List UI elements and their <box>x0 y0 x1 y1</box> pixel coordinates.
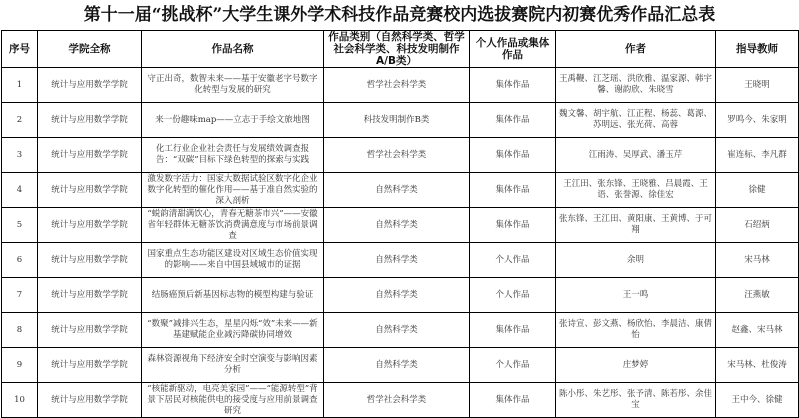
cell-work-name: 激发数字活力：国家大数据试验区数字化企业数字化转型的催化作用——基于准自然实验的深入剖析 <box>142 173 324 208</box>
cell-no: 2 <box>2 103 38 138</box>
cell-no: 5 <box>2 208 38 243</box>
table-row <box>2 383 799 418</box>
cell-type: 集体作品 <box>470 313 556 348</box>
table-row <box>2 103 799 138</box>
cell-category: 自然科学类 <box>324 313 470 348</box>
cell-category: 自然科学类 <box>324 173 470 208</box>
cell-work-name: 来一份趣味map——立志于手绘文旅地图 <box>142 103 324 138</box>
cell-authors: 陈小彤、朱艺彤、张予清、陈若彤、余佳宝 <box>556 383 716 418</box>
cell-authors: 余明 <box>556 243 716 278</box>
cell-category: 自然科学类 <box>324 243 470 278</box>
cell-no: 9 <box>2 348 38 383</box>
cell-teacher: 王晓明 <box>716 68 799 103</box>
cell-no: 6 <box>2 243 38 278</box>
cell-teacher: 王中今、徐健 <box>716 383 799 418</box>
cell-school: 统计与应用数学学院 <box>38 348 142 383</box>
header-school: 学院全称 <box>38 31 142 68</box>
cell-school: 统计与应用数学学院 <box>38 278 142 313</box>
cell-type: 集体作品 <box>470 68 556 103</box>
summary-table <box>1 30 799 418</box>
cell-school: 统计与应用数学学院 <box>38 313 142 348</box>
cell-work-name: “核能新驱动，电亮美家园”——“能源转型”背景下居民对核能供电的接受度与应用前景调查研究 <box>142 383 324 418</box>
cell-work-name: 守正出奇，数智未来——基于安徽老字号数字化转型与发展的研究 <box>142 68 324 103</box>
cell-type: 集体作品 <box>470 208 556 243</box>
table-row <box>2 173 799 208</box>
table-row <box>2 138 799 173</box>
page-title: 第十一届“挑战杯”大学生课外学术科技作品竞赛校内选拔赛院内初赛优秀作品汇总表 <box>83 5 716 25</box>
cell-school: 统计与应用数学学院 <box>38 173 142 208</box>
cell-teacher: 石绍炳 <box>716 208 799 243</box>
cell-category: 自然科学类 <box>324 278 470 313</box>
cell-school: 统计与应用数学学院 <box>38 68 142 103</box>
cell-work-name: 森林资源视角下经济安全时空演变与影响因素分析 <box>142 348 324 383</box>
cell-no: 8 <box>2 313 38 348</box>
cell-category: 哲学社会科学类 <box>324 138 470 173</box>
cell-authors: 王江田、张东锋、王晓雅、吕晨霞、王语、张誉源、徐佳宏 <box>556 173 716 208</box>
cell-authors: 王禹鞭、江芝瑶、洪欣雅、温家源、韩宇馨、谢韵欣、朱晓雪 <box>556 68 716 103</box>
table-row <box>2 278 799 313</box>
cell-category: 自然科学类 <box>324 208 470 243</box>
cell-teacher: 赵鑫、宋马林 <box>716 313 799 348</box>
cell-work-name: “数聚”减排兴生态，星星闪烁“效”未来——新基建赋能企业减污降碳协同增效 <box>142 313 324 348</box>
cell-no: 10 <box>2 383 38 418</box>
cell-no: 1 <box>2 68 38 103</box>
cell-school: 统计与应用数学学院 <box>38 383 142 418</box>
header-authors: 作者 <box>556 31 716 68</box>
cell-type: 集体作品 <box>470 103 556 138</box>
cell-school: 统计与应用数学学院 <box>38 243 142 278</box>
header-teacher: 指导教师 <box>716 31 799 68</box>
cell-authors: 张诗宣、彭文燕、杨欣怡、李晨洁、康倩怡 <box>556 313 716 348</box>
cell-authors: 张东锋、王江田、黄阳康、王黄博、于可翔 <box>556 208 716 243</box>
cell-work-name: 国家重点生态功能区建设对区域生态价值实现的影响——来自中国县域城市的证据 <box>142 243 324 278</box>
cell-no: 7 <box>2 278 38 313</box>
cell-type: 个人作品 <box>470 348 556 383</box>
table-row <box>2 68 799 103</box>
header-no: 序号 <box>2 31 38 68</box>
cell-type: 集体作品 <box>470 173 556 208</box>
header-row <box>2 31 799 68</box>
header-type: 个人作品或集体作品 <box>470 31 556 68</box>
cell-category: 自然科学类 <box>324 348 470 383</box>
cell-category: 科技发明制作B类 <box>324 103 470 138</box>
cell-school: 统计与应用数学学院 <box>38 103 142 138</box>
cell-authors: 王一鸣 <box>556 278 716 313</box>
cell-no: 3 <box>2 138 38 173</box>
cell-work-name: 化工行业企业社会责任与发展绩效调查报告：“双碳”目标下绿色转型的探索与实践 <box>142 138 324 173</box>
cell-teacher: 崔连标、李凡群 <box>716 138 799 173</box>
table-row <box>2 348 799 383</box>
cell-authors: 江雨涛、吴厚武、潘玉芹 <box>556 138 716 173</box>
cell-teacher: 罗鸣今、朱家明 <box>716 103 799 138</box>
cell-type: 集体作品 <box>470 138 556 173</box>
table-row <box>2 208 799 243</box>
cell-authors: 庄梦婷 <box>556 348 716 383</box>
header-work-name: 作品名称 <box>142 31 324 68</box>
cell-teacher: 宋马林、杜俊涛 <box>716 348 799 383</box>
cell-work-name: 结肠癌预后新基因标志物的模型构建与验证 <box>142 278 324 313</box>
cell-teacher: 宋马林 <box>716 243 799 278</box>
cell-teacher: 徐健 <box>716 173 799 208</box>
cell-work-name: “蜕韵清甜满饮心，青春无糖茶市兴”——安徽省年轻群体无糖茶饮消费满意度与市场前景调查 <box>142 208 324 243</box>
cell-type: 个人作品 <box>470 243 556 278</box>
table-row <box>2 313 799 348</box>
cell-no: 4 <box>2 173 38 208</box>
header-category: 作品类别（自然科学类、哲学社会科学类、科技发明制作A/B类） <box>324 31 470 68</box>
cell-teacher: 汪燕敏 <box>716 278 799 313</box>
cell-category: 哲学社会科学类 <box>324 383 470 418</box>
cell-type: 集体作品 <box>470 383 556 418</box>
cell-school: 统计与应用数学学院 <box>38 138 142 173</box>
table-row <box>2 243 799 278</box>
cell-type: 个人作品 <box>470 278 556 313</box>
cell-school: 统计与应用数学学院 <box>38 208 142 243</box>
cell-category: 哲学社会科学类 <box>324 68 470 103</box>
cell-authors: 魏文馨、胡宇航、江正程、杨蕊、葛源、苏明远、张光荷、高蓉 <box>556 103 716 138</box>
